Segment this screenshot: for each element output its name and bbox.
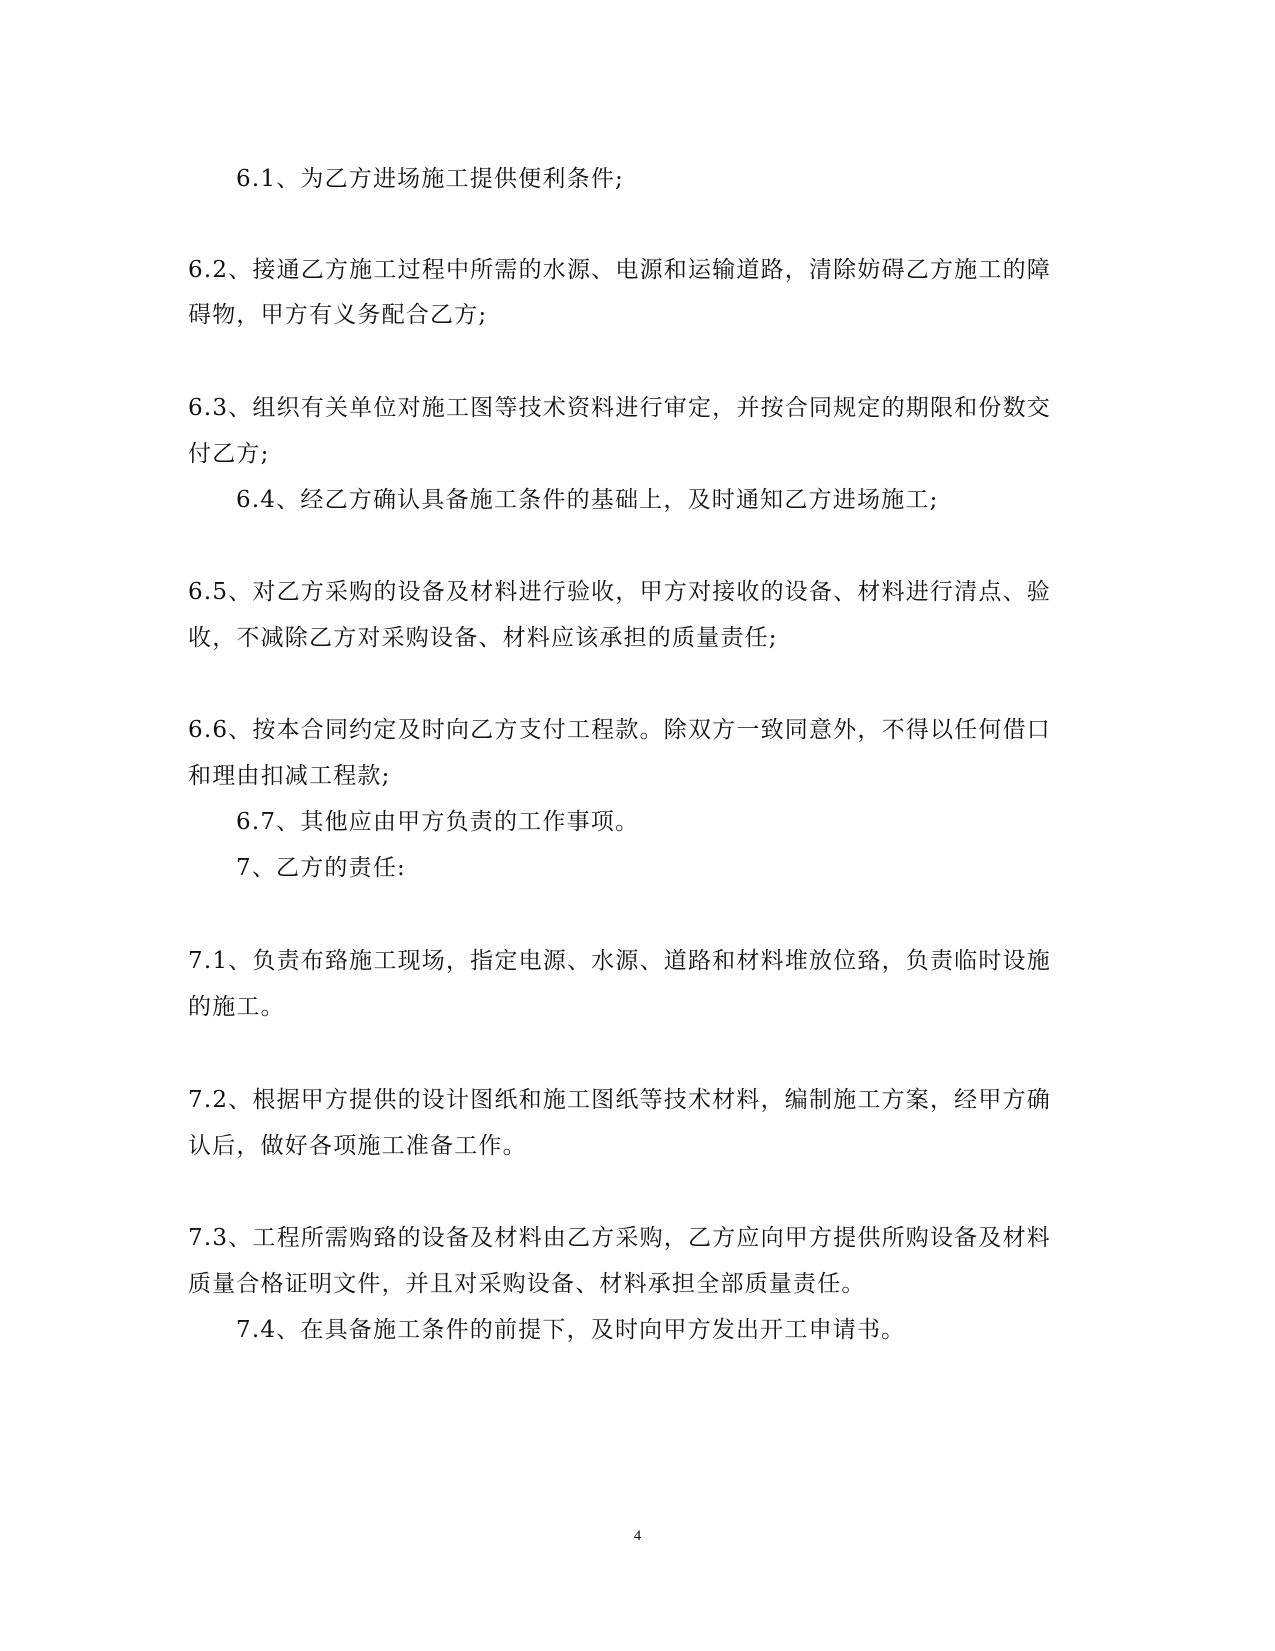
clause-6-4: 6.4、经乙方确认具备施工条件的基础上，及时通知乙方进场施工;	[236, 487, 939, 513]
section-7-heading: 7、乙方的责任:	[236, 855, 406, 881]
clause-7-2: 7.2、根据甲方提供的设计图纸和施工图纸等技术材料，编制施工方案，经甲方确	[188, 1087, 1051, 1113]
clause-6-5-cont: 收，不减除乙方对采购设备、材料应该承担的质量责任;	[188, 625, 778, 651]
clause-7-3-cont: 质量合格证明文件，并且对采购设备、材料承担全部质量责任。	[188, 1271, 866, 1297]
clause-7-2-cont: 认后，做好各项施工准备工作。	[188, 1133, 527, 1159]
clause-7-1: 7.1、负责布臵施工现场，指定电源、水源、道路和材料堆放位臵，负责临时设施	[188, 948, 1051, 974]
clause-6-2: 6.2、接通乙方施工过程中所需的水源、电源和运输道路，清除妨碍乙方施工的障	[188, 257, 1051, 283]
clause-7-3: 7.3、工程所需购臵的设备及材料由乙方采购，乙方应向甲方提供所购设备及材料	[188, 1225, 1051, 1251]
clause-6-5: 6.5、对乙方采购的设备及材料进行验收，甲方对接收的设备、材料进行清点、验	[188, 579, 1051, 605]
clause-6-1: 6.1、为乙方进场施工提供便利条件;	[236, 166, 624, 192]
clause-6-6: 6.6、按本合同约定及时向乙方支付工程款。除双方一致同意外，不得以任何借口	[188, 717, 1051, 743]
clause-6-3: 6.3、组织有关单位对施工图等技术资料进行审定，并按合同规定的期限和份数交	[188, 395, 1051, 421]
clause-6-7: 6.7、其他应由甲方负责的工作事项。	[236, 809, 640, 835]
clause-6-6-cont: 和理由扣减工程款;	[188, 763, 391, 789]
clause-7-1-cont: 的施工。	[188, 994, 285, 1020]
page-number: 4	[633, 1528, 642, 1544]
clause-6-2-cont: 碍物，甲方有义务配合乙方;	[188, 302, 488, 328]
clause-7-4: 7.4、在具备施工条件的前提下，及时向甲方发出开工申请书。	[236, 1317, 906, 1343]
clause-6-3-cont: 付乙方;	[188, 441, 270, 467]
